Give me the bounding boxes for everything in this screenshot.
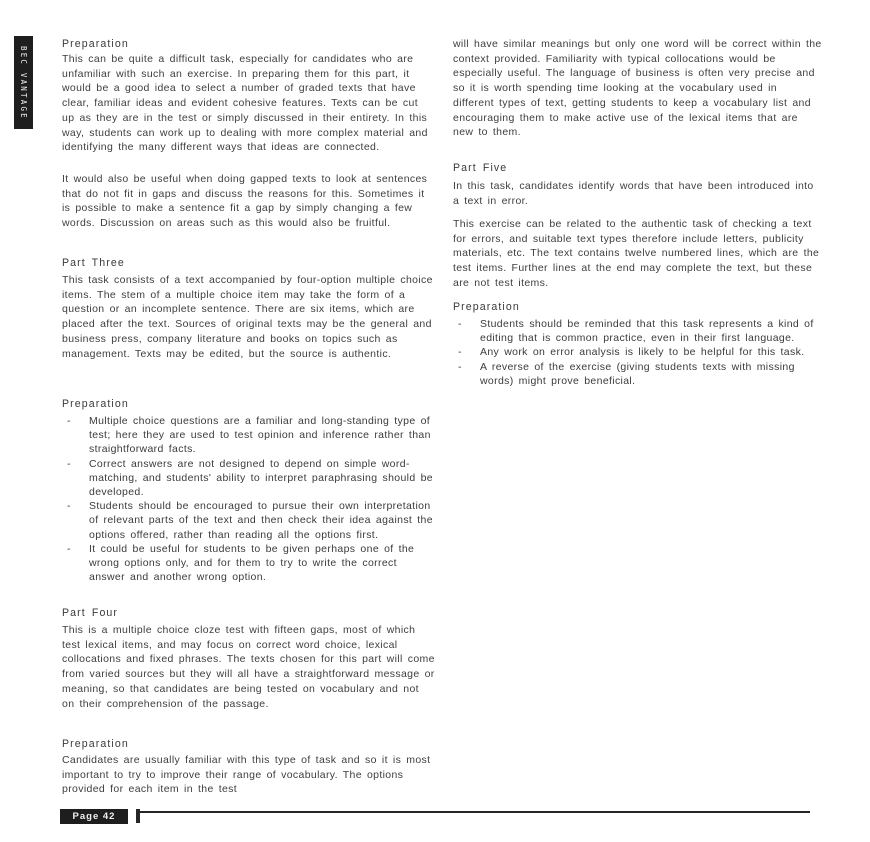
section-heading: Part Four bbox=[62, 607, 119, 619]
bullet-item bbox=[62, 499, 435, 542]
bullet-item bbox=[453, 345, 822, 359]
bullet-text: It could be useful for students to be given perhaps one of the wrong options only, and for them to try to write the correct answer and another wrong option. bbox=[89, 542, 415, 584]
bullet-item bbox=[62, 542, 435, 585]
paragraph: It would also be useful when doing gapped texts to look at sentences that do not fit in gaps and discuss the reasons for this. Sometimes it is possible to make a sentence fit a gap by simply changing a few words. Discussion on areas such as this would also be fruitful. bbox=[62, 173, 428, 230]
bullet-item bbox=[453, 317, 822, 345]
bullet-text: Any work on error analysis is likely to be helpful for this task. bbox=[480, 346, 805, 359]
section-heading: Part Five bbox=[453, 162, 508, 174]
bullet-marker: - bbox=[458, 346, 462, 359]
spine-label: BEC VANTAGE bbox=[14, 36, 33, 129]
paragraph: will have similar meanings but only one word will be correct within the context provided. Familiarity with typical collocations would be especially useful. The language of business is often very precise and so it is worth spending time looking at the vocabulary used in different types of text, getting students to keep a vocabulary list and encouraging them to make active use of the lexical items that are new to them. bbox=[453, 38, 822, 139]
bullet-list bbox=[62, 414, 435, 584]
bullet-item bbox=[62, 457, 435, 500]
bullet-marker: - bbox=[458, 318, 462, 330]
paragraph: This is a multiple choice cloze test with fifteen gaps, most of which test lexical items, and may focus on correct word choice, lexical collocations and fixed phrases. The texts chosen for this part will come from varied sources but they will all have a straightforward message or meaning, so that candidates are being tested on vocabulary and not on their comprehension of the passage. bbox=[62, 624, 435, 710]
section-heading: Preparation bbox=[62, 738, 129, 750]
bullet-text: A reverse of the exercise (giving students texts with missing words) might prove beneficial. bbox=[480, 360, 795, 387]
paragraph: In this task, candidates identify words that have been introduced into a text in error. bbox=[453, 180, 814, 207]
paragraph: This exercise can be related to the authentic task of checking a text for errors, and suitable text types therefore include letters, publicity materials, etc. The text contains twelve numbered lines, which are the test items. Further lines at the end may complete the text, but these are not test items. bbox=[453, 218, 820, 289]
page-number-badge: Page 42 bbox=[60, 809, 128, 824]
bullet-marker: - bbox=[67, 542, 71, 555]
section-heading: Part Three bbox=[62, 257, 125, 269]
section-heading: Preparation bbox=[453, 301, 520, 313]
bullet-marker: - bbox=[67, 500, 71, 513]
bullet-text: Students should be reminded that this task represents a kind of editing that is common practice, even in their first language. bbox=[480, 318, 814, 345]
bullet-text: Multiple choice questions are a familiar and long-standing type of test; here they are used to test opinion and inference rather than straightforward facts. bbox=[89, 415, 431, 456]
paragraph: Candidates are usually familiar with this type of task and so it is most important to try to improve their range of vocabulary. The options provided for each item in the test bbox=[62, 754, 431, 796]
bullet-text: Students should be encouraged to pursue their own interpretation of relevant parts of the text and then check their idea against the options offered, rather than reading all the options first. bbox=[89, 500, 433, 541]
bullet-list bbox=[453, 317, 822, 388]
bullet-item bbox=[62, 414, 435, 457]
section-heading: Preparation bbox=[62, 398, 129, 410]
section-heading: Preparation bbox=[62, 38, 129, 50]
bullet-marker: - bbox=[67, 457, 71, 470]
paragraph: This task consists of a text accompanied by four-option multiple choice items. The stem of a multiple choice item may take the form of a question or an incomplete sentence. There are six items, which are placed after the text. Sources of original texts may be the general and business press, company literature and books on topics such as management. Texts may be edited, but the source is authentic. bbox=[62, 274, 433, 360]
bullet-marker: - bbox=[458, 360, 462, 373]
bullet-text: Correct answers are not designed to depend on simple word-matching, and students' ability to interpret paraphrasing should be developed. bbox=[89, 457, 433, 499]
bullet-marker: - bbox=[67, 415, 71, 427]
footer-rule bbox=[140, 811, 810, 813]
bullet-item bbox=[453, 360, 822, 388]
paragraph: This can be quite a difficult task, especially for candidates who are unfamiliar with such an exercise. In preparing them for this part, it would be a good idea to select a number of graded texts that have clear, familiar ideas and evident cohesive features. Texts can be cut up as they are in the test or simply discussed in their entirety. In this way, students can work up to dealing with more complex material and identifying the many different ways that ideas are connected. bbox=[62, 53, 428, 154]
